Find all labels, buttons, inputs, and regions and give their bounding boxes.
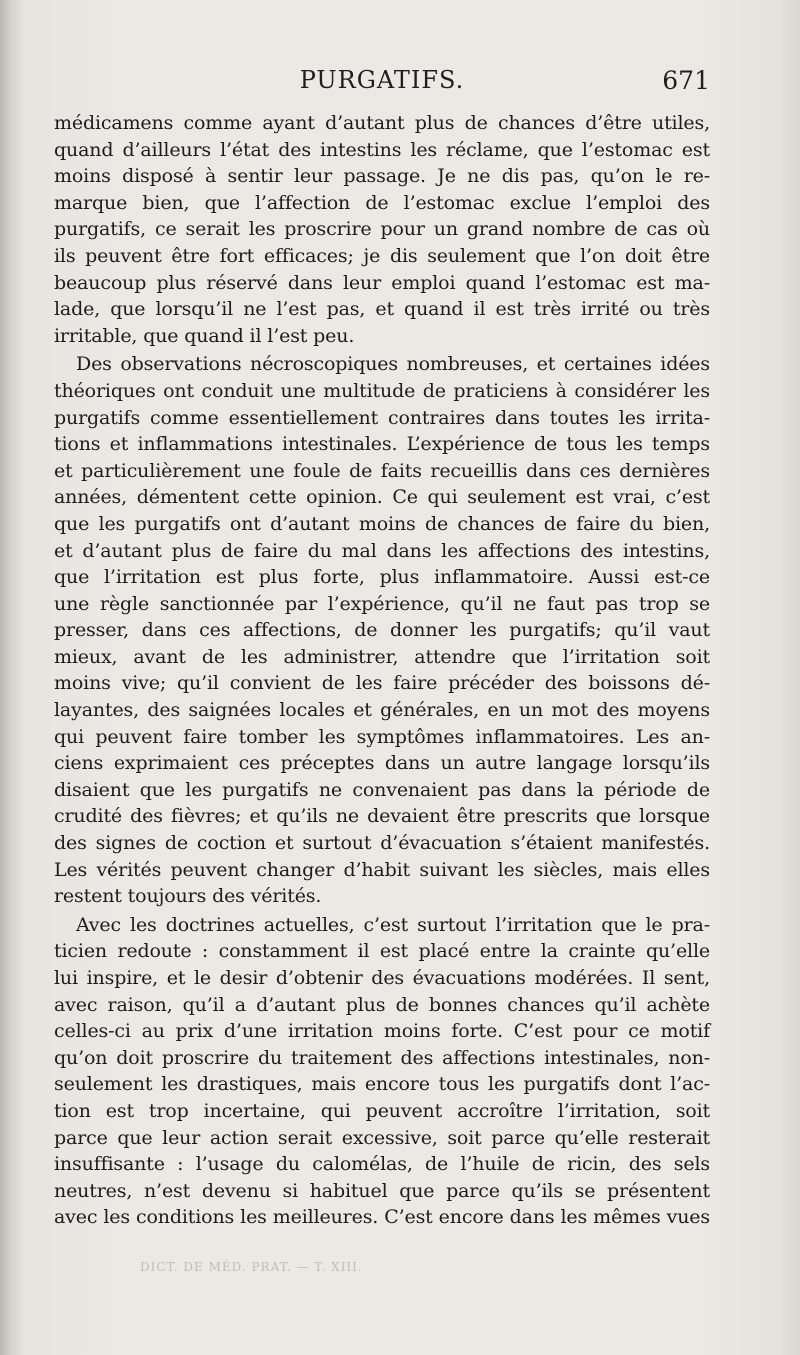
text-line: layantes, des saignées locales et générales, en un mot des moyens (54, 699, 710, 722)
text-line: beaucoup plus réservé dans leur emploi quand l’estomac est ma- (54, 271, 710, 294)
paragraph-1 (54, 110, 710, 349)
text-line: quand d’ailleurs l’état des intestins les réclame, que l’estomac est (54, 138, 710, 161)
text-line: ciens exprimaient ces préceptes dans un autre langage lorsqu’ils (54, 752, 710, 775)
text-line: mieux, avant de les administrer, attendre que l’irritation soit (54, 645, 710, 668)
text-line: neutres, n’est devenu si habituel que parce qu’ils se présentent (54, 1179, 710, 1202)
text-line: parce que leur action serait excessive, soit parce qu’elle resterait (54, 1126, 710, 1149)
text-line: purgatifs comme essentiellement contraires dans toutes les irrita- (54, 406, 710, 429)
text-line: Les vérités peuvent changer d’habit suivant les siècles, mais elles (54, 858, 710, 881)
text-line: presser, dans ces affections, de donner les purgatifs; qu’il vaut (54, 619, 710, 642)
text-line: moins vive; qu’il convient de les faire précéder des boissons dé- (54, 672, 710, 695)
page-header (54, 66, 710, 106)
text-line: une règle sanctionnée par l’expérience, qu’il ne faut pas trop se (54, 592, 710, 615)
text-line: années, démentent cette opinion. Ce qui seulement est vrai, c’est (54, 486, 710, 509)
text-line: avec raison, qu’il a d’autant plus de bonnes chances qu’il achète (54, 993, 710, 1016)
text-line: disaient que les purgatifs ne convenaient pas dans la période de (54, 778, 710, 801)
text-line: ticien redoute : constamment il est placé entre la crainte qu’elle (54, 940, 710, 963)
text-line: théoriques ont conduit une multitude de praticiens à considérer les (54, 379, 710, 402)
paragraph-2 (54, 351, 710, 909)
body-text (54, 110, 710, 1233)
text-line: ils peuvent être fort efficaces; je dis seulement que l’on doit être (54, 244, 710, 267)
text-line: Avec les doctrines actuelles, c’est surtout l’irritation que le pra- (76, 913, 710, 936)
text-line: celles-ci au prix d’une irritation moins forte. C’est pour ce motif (54, 1020, 710, 1043)
faint-signature-mark: DICT. DE MÉD. PRAT. — T. XIII. (140, 1260, 363, 1274)
text-line: purgatifs, ce serait les proscrire pour un grand nombre de cas où (54, 218, 710, 241)
text-line: médicamens comme ayant d’autant plus de chances d’être utiles, (54, 112, 710, 134)
text-line: restent toujours des vérités. (54, 885, 322, 908)
text-line: lade, que lorsqu’il ne l’est pas, et quand il est très irrité ou très (54, 298, 710, 321)
text-line: insuffisante : l’usage du calomélas, de l’huile de ricin, des sels (54, 1153, 710, 1176)
paragraph-3 (54, 912, 710, 1231)
running-title: PURGATIFS. (299, 66, 465, 94)
text-line: crudité des fièvres; et qu’ils ne devaient être prescrits que lorsque (54, 805, 710, 828)
text-line: que les purgatifs ont d’autant moins de chances de faire du bien, (54, 512, 710, 535)
text-line: tions et inflammations intestinales. L’expérience de tous les temps (54, 433, 710, 456)
text-line: tion est trop incertaine, qui peuvent accroître l’irritation, soit (54, 1099, 710, 1122)
text-line: que l’irritation est plus forte, plus inflammatoire. Aussi est-ce (54, 566, 710, 589)
text-line: qu’on doit proscrire du traitement des affections intestinales, non- (54, 1046, 710, 1069)
text-line: des signes de coction et surtout d’évacuation s’étaient manifestés. (54, 832, 710, 855)
text-line: irritable, que quand il l’est peu. (54, 324, 355, 347)
text-line: avec les conditions les meilleures. C’est encore dans les mêmes vues (54, 1206, 710, 1229)
text-line: moins disposé à sentir leur passage. Je ne dis pas, qu’on le re- (54, 165, 710, 188)
text-line: qui peuvent faire tomber les symptômes inflammatoires. Les an- (54, 725, 710, 748)
text-line: marque bien, que l’affection de l’estomac exclue l’emploi des (54, 191, 710, 214)
text-line: lui inspire, et le desir d’obtenir des évacuations modérées. Il sent, (54, 967, 710, 989)
text-line: Des observations nécroscopiques nombreuses, et certaines idées (76, 353, 710, 376)
page-number: 671 (662, 66, 710, 95)
text-line: et d’autant plus de faire du mal dans les affections des intestins, (54, 539, 710, 562)
text-line: seulement les drastiques, mais encore tous les purgatifs dont l’ac- (54, 1073, 710, 1096)
text-line: et particulièrement une foule de faits recueillis dans ces dernières (54, 459, 710, 482)
